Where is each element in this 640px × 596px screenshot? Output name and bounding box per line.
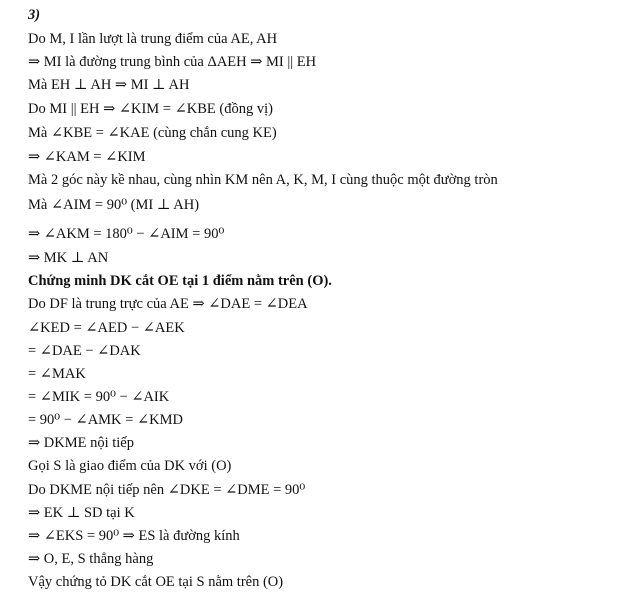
proof-line: Do MI || EH ⇒ ∠KIM = ∠KBE (đồng vị) xyxy=(28,101,273,117)
proof-line: = ∠MAK xyxy=(28,366,86,382)
proof-line: Mà ∠AIM = 90⁰ (MI ⊥ AH) xyxy=(28,197,200,213)
proof-line: ⇒ DKME nội tiếp xyxy=(28,435,134,451)
proof-line: = ∠DAE − ∠DAK xyxy=(28,343,141,359)
proof-line: ⇒ EK ⊥ SD tại K xyxy=(28,505,135,521)
proof-line: ⇒ O, E, S thẳng hàng xyxy=(28,551,154,567)
proof-line: ⇒ ∠AKM = 180⁰ − ∠AIM = 90⁰ xyxy=(28,226,225,242)
proof-line: ⇒ ∠EKS = 90⁰ ⇒ ES là đường kính xyxy=(28,528,240,544)
proof-line: ∠KED = ∠AED − ∠AEK xyxy=(28,320,185,336)
proof-line: ⇒ MK ⊥ AN xyxy=(28,250,109,266)
proof-line: Do M, I lần lượt là trung điểm của AE, AH xyxy=(28,31,278,47)
proof-line: Mà EH ⊥ AH ⇒ MI ⊥ AH xyxy=(28,77,190,93)
proof-line: ⇒ MI là đường trung bình của ΔAEH ⇒ MI || EH xyxy=(28,54,317,70)
proof-line: Mà 2 góc này kề nhau, cùng nhìn KM nên A, K, M, I cùng thuộc một đường tròn xyxy=(28,172,498,188)
proof-line: = 90⁰ − ∠AMK = ∠KMD xyxy=(28,412,183,428)
proof-line: Do DF là trung trực của AE ⇒ ∠DAE = ∠DEA xyxy=(28,296,308,312)
section-heading: Chứng minh DK cắt OE tại 1 điểm nằm trên (O). xyxy=(28,273,332,289)
proof-line: Gọi S là giao điểm của DK với (O) xyxy=(28,458,232,474)
proof-line: ⇒ ∠KAM = ∠KIM xyxy=(28,149,146,165)
section-label: 3) xyxy=(28,7,41,23)
proof-line: = ∠MIK = 90⁰ − ∠AIK xyxy=(28,389,170,405)
proof-line: Mà ∠KBE = ∠KAE (cùng chắn cung KE) xyxy=(28,125,277,141)
proof-line: Vậy chứng tỏ DK cắt OE tại S nằm trên (O) xyxy=(28,574,284,590)
proof-line: Do DKME nội tiếp nên ∠DKE = ∠DME = 90⁰ xyxy=(28,482,306,498)
